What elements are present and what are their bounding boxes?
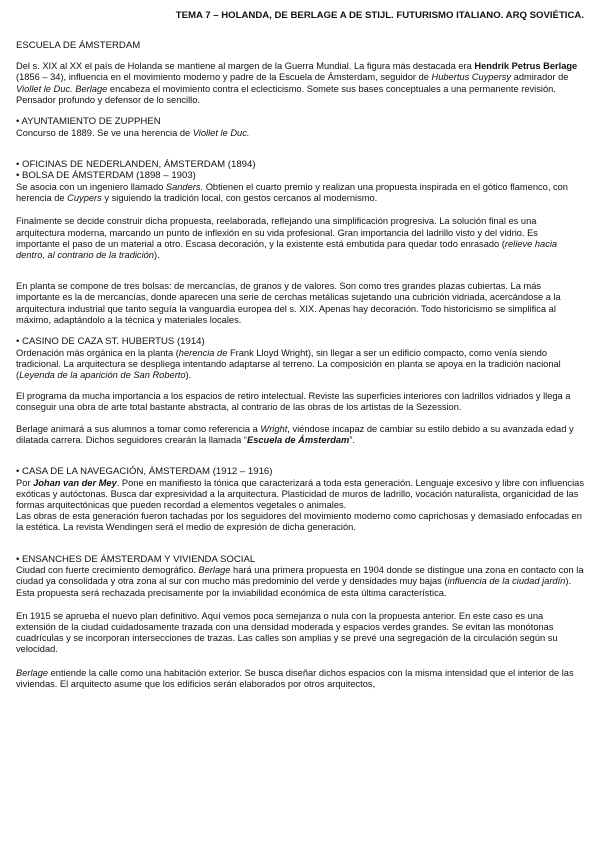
casino-paragraph-2: El programa da mucha importancia a los espacios de retiro intelectual. Reviste las superficies interiores con ladrillos vidriados y llega a conseguir una obra de arte total bastante abstracta, al contrario de las obras de los artistas de la Sezession. bbox=[16, 391, 571, 413]
berlage-name: Hendrik Petrus Berlage bbox=[474, 61, 578, 72]
navegacion-paragraph-1: Por Johan van der Mey. Pone en manifiesto la tónica que caracterizará a toda esta generación. Lenguaje excesivo y libre con influencias exóticas y autóctonas. Busca dar expresividad a la arquitectura. Plasticidad de muros de ladrillo, vocación naturalista, organicidad de las formas arquitectónicas que pueden recordad a elementos vegetales o animales. bbox=[16, 477, 584, 511]
ensanches-paragraph-1: Ciudad con fuerte crecimiento demográfico. Berlage hará una primera propuesta en 1904 donde se distingue una zona en contacto con la ciudad ya consolidada y otra zona al sur con mucho más predominio del verde y densidades muy bajas (influencia de la ciudad jardín). Esta propuesta será rechazada precisamente por la inviabilidad económica de esta última característica. bbox=[16, 565, 584, 598]
heading-casino: • CASINO DE CAZA ST. HUBERTUS (1914) bbox=[16, 336, 205, 348]
intro-paragraph: Del s. XIX al XX el país de Holanda se mantiene al margen de la Guerra Mundial. La figura más destacada era Hendrik Petrus Berlage (1856 – 34), influencia en el movimiento moderno y padre de la Escuela de Ámsterdam, seguidor de Hubertus Cuypersy admirador de Viollet le Duc. Berlage encabeza el movimiento contra el eclecticismo. Somete sus bases conceptuales a una permanente revisión. Pensador profundo y defensor de lo sencillo. bbox=[16, 61, 578, 105]
bolsa-paragraph-1: Se asocia con un ingeniero llamado Sanders. Obtienen el cuarto premio y realizan una propuesta inspirada en el gótico flamenco, con herencia de Cuypers y siguiendo la tradición local, con gestos cercanos al modernismo. bbox=[16, 182, 568, 204]
heading-bolsa: • BOLSA DE ÁMSTERDAM (1898 – 1903) bbox=[16, 170, 196, 182]
heading-navegacion: • CASA DE LA NAVEGACIÓN, ÁMSTERDAM (1912 – 1916) bbox=[16, 466, 273, 478]
document-page bbox=[16, 10, 584, 690]
ensanches-paragraph-3: Berlage entiende la calle como una habitación exterior. Se busca diseñar dichos espacios con la misma intensidad que el interior de las viviendas. El arquitecto asume que los edificios serán elaborados por otros arquitectos, bbox=[16, 667, 574, 689]
ayuntamiento-paragraph: Concurso de 1889. Se ve una herencia de Viollet le Duc. bbox=[16, 127, 250, 138]
navegacion-paragraph-2: Las obras de esta generación fueron tachadas por los seguidores del movimiento moderno como caprichosas y demasiado enfocadas en la estética. La revista Wendingen será el medio de expresión de dicha generación. bbox=[16, 511, 582, 533]
heading-ensanches: • ENSANCHES DE ÁMSTERDAM Y VIVIENDA SOCIAL bbox=[16, 553, 256, 565]
document-title: TEMA 7 – HOLANDA, DE BERLAGE A DE STIJL. FUTURISMO ITALIANO. ARQ SOVIÉTICA. bbox=[175, 10, 584, 21]
bolsa-paragraph-2: Finalmente se decide construir dicha propuesta, reelaborada, reflejando una simplificación progresiva. La solución final es una arquitectura moderna, marcando un punto de inflexión en su vida profesional. Gran importancia del ladrillo visto y del vidrio. Es importante el paso de un material a otro. Escasa decoración, y la existente está embutida para quedar todo enrasado (relieve hacia dentro, al contrario de la tradición). bbox=[16, 216, 558, 261]
ensanches-paragraph-2: En 1915 se aprueba el nuevo plan definitivo. Aquí vemos poca semejanza o nula con la propuesta anterior. En este caso es una extensión de la ciudad cuidadosamente trazada con una densidad moderada y espacios verdes grandes. Se evitan las monótonas cuadrículas y se incorporan intersecciones de trazas. Las calles son amplias y se prevé una segregación de la circulación según su velocidad. bbox=[16, 610, 558, 655]
section-heading-escuela: ESCUELA DE ÁMSTERDAM bbox=[16, 40, 141, 51]
heading-ayuntamiento: • AYUNTAMIENTO DE ZUPPHEN bbox=[16, 116, 161, 128]
heading-oficinas: • OFICINAS DE NEDERLANDEN, ÁMSTERDAM (1894) bbox=[16, 158, 256, 170]
casino-paragraph-1: Ordenación más orgánica en la planta (herencia de Frank Lloyd Wright), sin llegar a ser un edificio compacto, como venía siendo tradicional. La arquitectura se despliega intentando adaptarse al terreno. La composición en planta se apoya en la tradición nacional (Leyenda de la aparición de San Roberto). bbox=[16, 347, 561, 381]
casino-paragraph-3: Berlage animará a sus alumnos a tomar como referencia a Wright, viéndose incapaz de cambiar su estilo debido a su avanzada edad y dilatada carrera. Dichos seguidores crearán la llamada “Escuela de Ámsterdam”. bbox=[16, 423, 574, 445]
bolsa-paragraph-3: En planta se compone de tres bolsas: de mercancías, de granos y de valores. Son como tres grandes plazas cubiertas. La más importante es la de mercancías, donde aparecen una serie de cerchas metálicas sujetando una cubrición vidriada, acercándose a la arquitectura industrial que tanto seguía la vanguardia europea del s. XIX. Apenas hay decoración. Todo historicismo se simplifica al máximo, adaptándolo a la técnica y materiales locales. bbox=[16, 281, 561, 325]
